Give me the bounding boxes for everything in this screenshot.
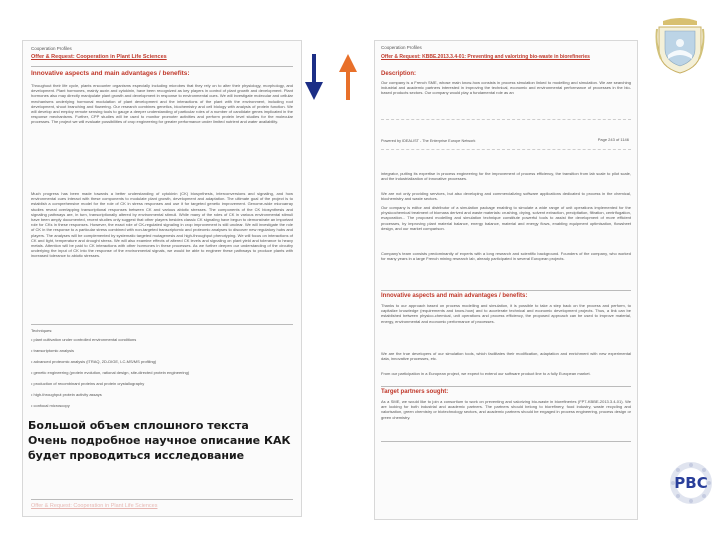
innovative-aspects-title: Innovative aspects and main advantages / benefits:: [381, 293, 528, 299]
left-doc-header: Cooperation Profiles: [31, 46, 72, 51]
rvc-logo: [668, 460, 714, 506]
caption: [28, 418, 358, 463]
body-paragraph-2: We are not only providing services, but also developing and commercializing software applications dedicated to process in the chemical, biochemistry and waste sectors.: [381, 191, 631, 202]
rvc-logo-text: РВС: [674, 474, 708, 492]
page-footer-left: Powered by IDEALIST - The Enterprise Europe Network: [381, 139, 476, 143]
body-paragraph-4: Company's team consists predominantly of experts with a long research and scientific background. Founders of the company, who worked for many years in a large French mining research lab, already participated in several European projects.: [381, 251, 631, 262]
technique-item: • genetic engineering (protein evolution, rational design, site-directed protein engineering): [31, 370, 190, 375]
arrow-down-icon: [302, 52, 326, 102]
right-document-page: [374, 40, 638, 520]
page-number: Page 243 of 1146: [597, 137, 629, 142]
divider: [381, 386, 631, 387]
right-doc-header: Cooperation Profiles: [381, 45, 422, 50]
innovative-paragraph-2: We are the true developers of our simulation tools, which facilitates their modification, adaptation and enrichment with new experimental data, innovative processes, etc.: [381, 351, 631, 362]
caption-line: будет проводиться исследование: [28, 449, 245, 462]
caption-line: Большой объем сплошного текста: [28, 419, 249, 432]
page-break: [381, 149, 631, 150]
target-partners-text: As a SME, we would like to join a consortium to work on preventing and valorizing bio-waste in biorefineries (FP7-KBBE-2013.3.4-01). We are looking for both industrial and academic partners. The partners should belong to biorefinery, food industry, waste recycling and valorisation, green chemistry or biotechnology sectors, and academic partners should be engaged in process engineering, process design or green chemistry.: [381, 399, 631, 420]
left-doc-footer: Offer & Request: Cooperation in Plant Life Sciences: [31, 503, 158, 509]
left-doc-section-title: Innovative aspects and main advantages / benefits:: [31, 70, 190, 77]
body-paragraph-1: integrator, putting its expertise in process engineering for the improvement of process efficiency, the transition from lab scale to pilot scale, and the industrialization of innovative processes.: [381, 171, 631, 182]
arrow-up-icon: [336, 52, 360, 102]
divider: [381, 441, 631, 442]
technique-item: • high-throughput protein activity assays: [31, 392, 102, 397]
divider: [31, 66, 293, 67]
right-doc-offer-title: Offer & Request: KBBE.2013.3.4-01: Preventing and valorizing bio-waste in biorefineries: [381, 54, 590, 60]
left-doc-paragraph-1: Throughout their life cycle, plants encounter organisms especially including microbes that they rely on to alter their physiology, morphology, and development. Plant hormones, mainly auxin and cytokinin, have been recognized as key players in control of plant growth and development. Plant hormones also may directly manipulate plant growth and development in response to environmental cues. We will investigate molecular and cellular mechanisms underlying hormonal modulation of plant development and the interactions of the plant with the environment, including root development, shoot branching and flowering. Our research combines genetics, biochemistry and cell biology with analysis of protein function. We will develop and employ remote sensing tools to gauge a deeper understanding of particular roles of a number of candidate genes implicated in the response mechanisms. Further, CPP studies will be used to monitor promoter activities and perform protein level studies for the molecular processes. The project we will evaluate possibilities of crop engineering for greater performance under limited nutrient and water availability.: [31, 83, 293, 125]
technique-item: • transcriptomic analysis: [31, 348, 74, 353]
left-doc-paragraph-2: Much progress has been made towards a better understanding of cytokinin (CK) biosynthesis, interconversions and signaling, and how environmental cues interact with these components to modulate plant growth, development and adaptation. The ultimate goal of the project is to establish a comprehensive model for the role of CK in stress responses and use it for targeted genetic improvement. Genome-wide microarray studies reveal overlapping transcriptional responses between CK and various abiotic stresses. The components of the CK biosynthesis and signaling pathways are, in turn, transcriptionally altered by environmental stimuli. While many of the roles of CK in various environmental stimuli have been amply documented, recent studies only suggest that other players besides classic CK signaling have begun to demonstrate an important role for CKs in these responses. However, the exact role of CK-regulated signaling in crop improvement is still unclear. We will investigate the role of CK in the response to a particular stress combined with non-targeted transcriptomic and proteomic analyses to discover new regulatory hubs and players. The analyses will be complemented by systematic targeted mutagenesis and high-throughput phenotyping. We will focus on interactions of CK and light, temperature and drought stress. We will also examine effects of altered CK levels and signaling on plant yield and tolerance to heavy metals. Attention will be paid to CK interactions with other hormones in these processes. As we further deepen our understanding of the circuitry underlying the input of CK into the response of the environmental signals, we would be able to engineer these pathways to produce plants with increased tolerance to abiotic stresses.: [31, 191, 293, 259]
coat-of-arms-icon: [655, 15, 705, 75]
techniques-title: Techniques:: [31, 328, 53, 333]
technique-item: • plant cultivation under controlled environmental conditions: [31, 337, 137, 342]
divider: [381, 290, 631, 291]
technique-item: • production of recombinant proteins and protein crystallography: [31, 381, 145, 386]
innovative-paragraph-3: From our participation in a European project, we expect to extend our software product line to a fully European market.: [381, 371, 591, 376]
technique-item: • confocal microscopy: [31, 403, 70, 408]
body-paragraph-3: Our company is editor and distributor of a simulation package enabling to simulate a wide range of unit operations implemented for the physicochemical treatment of biomass derived and waste materials: crushing, drying, solvent extraction, precipitation, filtration, centrifugation, evaporation... The proposed modelling and simulation technique constitute powerful tools to assist the development of more efficient processes, by improving plant material balance, energy balance, material and energy flows, enabling equipment optimisation, flowsheet design, and our market comparison.: [381, 205, 631, 231]
divider: [31, 499, 293, 500]
technique-item: • advanced proteomic analysis (iTRAQ, 2D-DIGE, LC-MS/MS profiling): [31, 359, 157, 364]
page-break: [381, 119, 631, 120]
target-partners-title: Target partners sought:: [381, 389, 449, 395]
left-doc-offer-title: Offer & Request: Cooperation in Plant Life Sciences: [31, 54, 167, 60]
description-title: Description:: [381, 71, 417, 77]
techniques-list: [31, 337, 293, 414]
description-text: Our company is a French SME, whose main know-how consists in process simulation linked to modelling and simulation. We are searching industrial and academic partners interested in improving the technical, economic and environmental performance of processes in the bio-based products sectors. Our company would play a fundamental role as an: [381, 80, 631, 96]
divider: [31, 324, 293, 325]
caption-line: Очень подробное научное описание КАК: [28, 434, 291, 447]
innovative-paragraph-1: Thanks to our approach based on process modelling and simulation, it is possible to take a step back on the process and perform, to capitalize knowledge (requirements and know-how) and to accelerate technical and economic development projects. Thus, a link can be established between physico-chemical, unit operations and process efficiency, the proposed approach can be used to improve material, energy, environmental and economic performance of processes.: [381, 303, 631, 324]
